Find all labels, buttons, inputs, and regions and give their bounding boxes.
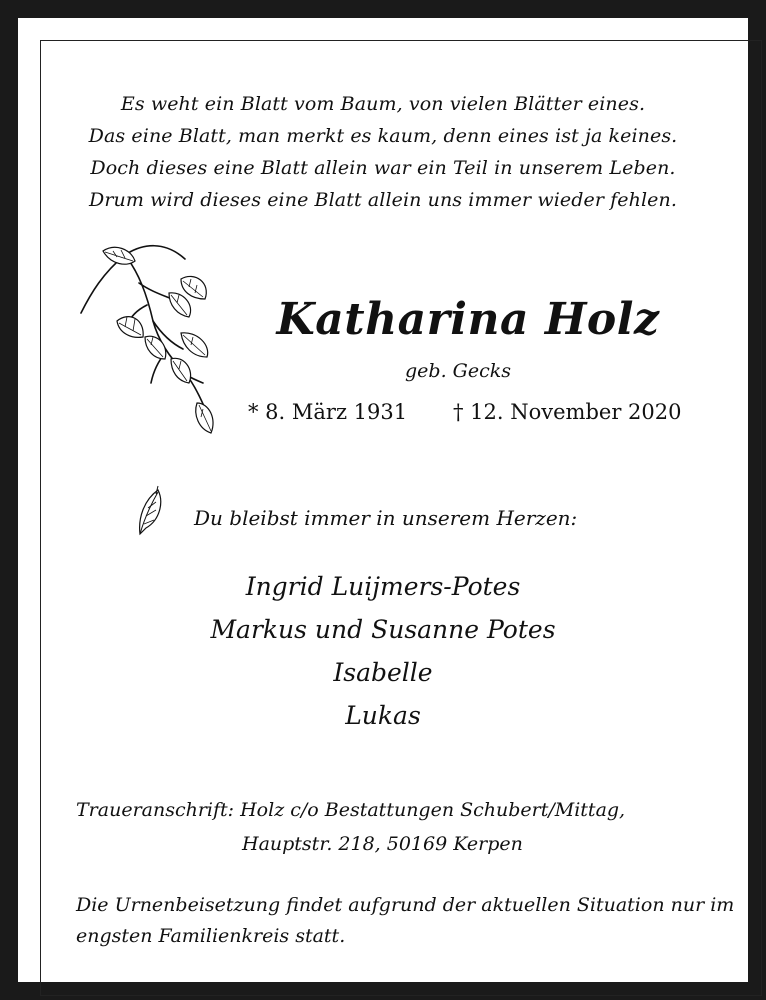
birth-name: geb. Gecks [405,360,511,382]
poem-line: Drum wird dieses eine Blatt allein uns immer wieder fehlen. [89,189,677,211]
mourner-name: Lukas [345,701,421,730]
death-date: † 12. November 2020 [453,400,682,424]
mourner-name: Ingrid Luijmers-Potes [245,572,521,601]
mourner-name: Isabelle [333,658,433,687]
poem-line: Doch dieses eine Blatt allein war ein Teil in unserem Leben. [90,157,676,179]
address-line-1: Traueranschrift: Holz c/o Bestattungen Schubert/Mittag, [76,799,626,821]
mourner-name: Markus und Susanne Potes [210,615,556,644]
address-line-2: Hauptstr. 218, 50169 Kerpen [242,833,523,855]
deceased-name: Katharina Holz [276,294,660,345]
poem [18,88,748,216]
branch-with-leaves-illustration [73,233,238,448]
dedication: Du bleibst immer in unserem Herzen: [194,506,578,530]
poem-line: Es weht ein Blatt vom Baum, von vielen Blätter eines. [120,93,646,115]
leaf-icon [134,484,168,538]
poem-line: Das eine Blatt, man merkt es kaum, denn eines ist ja keines. [88,125,678,147]
burial-note: Die Urnenbeisetzung findet aufgrund der aktuellen Situation nur im engsten Familienkreis statt. [76,894,735,947]
mourners-list [18,565,748,737]
birth-date: * 8. März 1931 [248,400,408,424]
